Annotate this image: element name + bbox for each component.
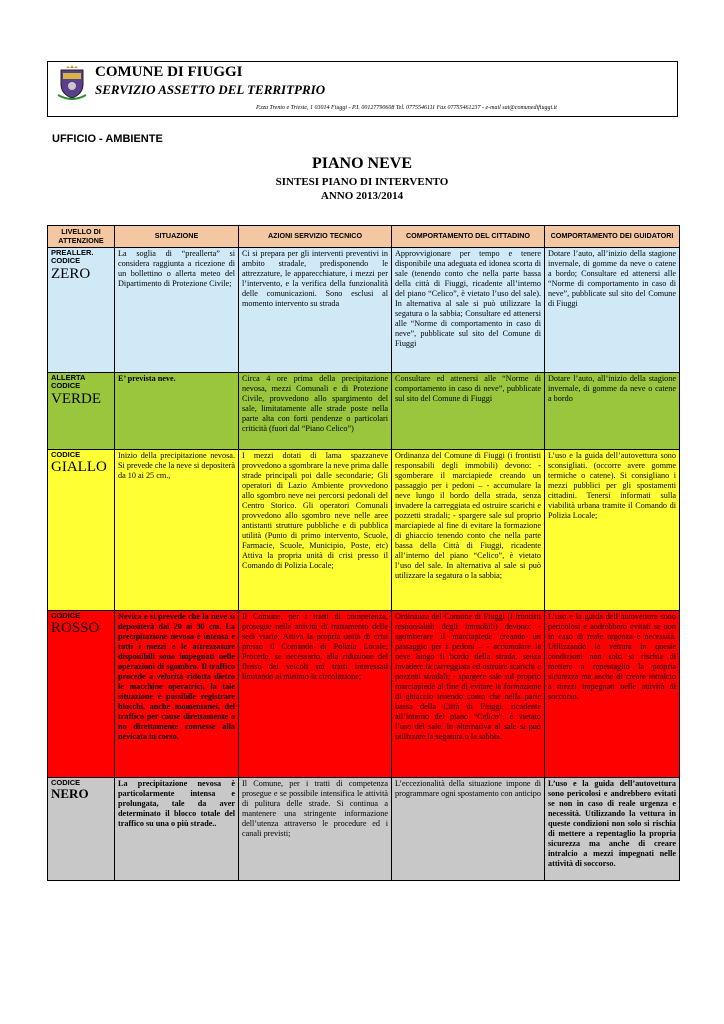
level-code: GIALLO (51, 459, 107, 476)
header-situation: SITUAZIONE (115, 226, 239, 248)
situation-cell: E’ prevista neve. (115, 373, 239, 450)
header-actions: AZIONI SERVIZIO TECNICO (239, 226, 392, 248)
situation-cell: Inizio della precipitazione nevosa. Si prevede che la neve si depositerà da 10 ai 25 cm., (115, 450, 239, 611)
situation-cell: La soglia di “preallerta” si considera raggiunta a ricezione di un bollettino o allerta meteo del Dipartimento di Protezione Civile; (115, 248, 239, 373)
drivers-cell: Dotare l’auto, all’inizio della stagione invernale, di gomme da neve o catene a bordo (545, 373, 680, 450)
citizen-cell: Ordinanza del Comune di Fiuggi (i frontisti responsabili degli immobili) devono: - sgomberare il marciapiede creando un passaggio per i pedoni – - accumulare la neve lungo il bordo della strada, senza invadere la carreggiata ed ostruire scarichi e pozzetti stradali; - spargere sale sul proprio marciapiede al fine di evitare la formazione di ghiaccio tenendo conto che nella parte bassa della Città di Fiuggi, ricadente all’interno del piano “Celico”, è vietato l’uso del sale. In alternativa al sale si può utilizzare la segatura o la sabbia; (392, 450, 545, 611)
level-small-label: CODICE (51, 778, 81, 787)
document-title: PIANO NEVE (311, 155, 412, 172)
level-small-label: CODICE (51, 611, 81, 620)
citizen-cell: L’eccezionalità della situazione impone di programmare ogni spostamento con anticipo (392, 778, 545, 881)
table-header-row (48, 226, 680, 248)
document-year: ANNO 2013/2014 (320, 190, 404, 202)
actions-cell: Il Comune, per i tratti di competenza prosegue e se possibile intensifica le attività di pulitura delle strade. Si continua a mantenere una stringente informazione dell’utenza attraverso le procedure ed i canali previsti; (239, 778, 392, 881)
department-name: SERVIZIO ASSETTO DEL TERRITPRIO (95, 82, 326, 97)
actions-cell: Ci si prepara per gli interventi preventivi in ambito stradale, predisponendo le attrezzature, le apparecchiature, i mezzi per l’intervento, e la verifica della funzionalità delle comunicazioni. Sono esclusi al momento intervento su strada (239, 248, 392, 373)
actions-cell: I mezzi dotati di lama spazzaneve provvedono a sgombrare la neve prima dalle strade principali poi dalle secondarie; Gli operatori di Lazio Ambiente provvedono allo sgombro neve nei percorsi pedonali del Centro Storico. Gli operatori Comunali provvedono allo sgombro neve nelle aree antistanti strutture pubbliche e di pubblica utilità (Punto di primo intervento, Scuole, Farmacie, Scuole, Municipio, Poste, etc) Attiva la propria unità di crisi presso il Comando di Polizia Locale; (239, 450, 392, 611)
header-drivers: COMPORTAMENTO DEI GUIDATORI (545, 226, 680, 248)
level-small-label: CODICE (51, 450, 81, 459)
level-cell (48, 373, 115, 450)
coat-of-arms-icon (54, 65, 90, 101)
town-name: COMUNE DI FIUGGI (95, 64, 243, 80)
header-citizen: COMPORTAMENTO DEL CITTADINO (392, 226, 545, 248)
level-code: VERDE (51, 390, 101, 407)
level-cell (48, 248, 115, 373)
level-cell (48, 611, 115, 778)
level-small-label: ALLERTA CODICE (51, 373, 86, 391)
header-level: LIVELLO DI ATTENZIONE (48, 226, 115, 248)
level-code: ZERO (51, 265, 91, 282)
actions-cell: Il Comune, per i tratti di competenza, prosegue nelle attività di trattamento delle sedi viarie; Attiva la propria unità di crisi presso il Comando di Polizia Locale; Procede, se necessario, alla riduzione del flusso dei veicoli sui tratti interessati limitando al minimo la circolazione; (239, 611, 392, 778)
level-code: ROSSO (51, 620, 100, 637)
level-small-label: PREALLER. CODICE (51, 248, 94, 266)
letterhead (47, 61, 678, 117)
level-cell (48, 450, 115, 611)
table-row-nero (48, 778, 680, 881)
table-row-verde (48, 373, 680, 450)
level-code: NERO (51, 786, 89, 802)
document-subtitle: SINTESI PIANO DI INTERVENTO (275, 176, 449, 188)
drivers-cell: Dotare l’auto, all’inizio della stagione invernale, di gomme da neve o catene a bordo; Consultare ed attenersi alle “Norme di comportamento in caso di neve”, pubblicate sul sito del Comune di Fiuggi (545, 248, 680, 373)
table-row-rosso (48, 611, 680, 778)
level-cell (48, 778, 115, 881)
citizen-cell: Ordinanza del Comune di Fiuggi (i frontisti responsabili degli immobili) devono: - sgomberare il marciapiede creando un passaggio per i pedoni – - accumulare la neve lungo il bordo della strada, senza invadere la carreggiata ed ostruire scarichi e pozzetti stradali; - spargere sale sul proprio marciapiede al fine di evitare la formazione di ghiaccio tenendo conto che nella parte bassa della Città di Fiuggi, ricadente all’interno del piano “Celico”, è vietato l’uso del sale. In alternativa al sale si può utilizzare la segatura o la sabbia. (392, 611, 545, 778)
contact-address: P.zza Trento e Trieste, 1 03014 Fiuggi - P.I. 00127790608 Tel. 0775546111 Fax 07755461237 - e-mail sat@comunedifiuggi.it (256, 105, 557, 111)
intervention-table (47, 225, 680, 881)
situation-cell: Nevica e si prevede che la neve si depositerà dai 20 ai 30 cm. La precipitazione nevosa è intensa e tutti i mezzi e le attrezzature disponibili sono impegnati nelle operazioni di sgombro. Il traffico procede a velocità ridotta dietro le macchine operatrici, la tale situazione è possibile registrare blocchi, anche momentanei, del traffico per cause direttamente o no direttamente connesse alla nevicata in corso. (115, 611, 239, 778)
drivers-cell: L’uso e la guida dell’autovettura sono pericolosi e andrebbero evitati se non in caso di reale urgenza e necessità. Utilizzando la vettura in queste condizioni non solo si rischia di mettere a repentaglio la propria sicurezza ma anche di creare intralcio a mezzi impegnati nelle attività di soccorso. (545, 611, 680, 778)
situation-cell: La precipitazione nevosa è particolarmente intensa e prolungata, tale da aver determinato il blocco totale del traffico su una o più strade.. (115, 778, 239, 881)
citizen-cell: Approvvigionare per tempo e tenere disponibile una adeguata ed idonea scorta di sale (tenendo conto che nella parte bassa della città di Fiuggi, ricadente all’interno del piano “Celico”, è vietato l’uso del sale). In alternativa al sale si può utilizzare la segatura o la sabbia; Consultare ed attenersi alle “Norme di comportamento in caso di neve”, pubblicate sul sito del Comune di Fiuggi (392, 248, 545, 373)
actions-cell: Circa 4 ore prima della precipitazione nevosa, mezzi Comunali e di Protezione Civile, provvedono allo spargimento del sale, limitatamente alle strade poste nella parte alta con forti pendenze o particolari criticità (fuori dal “Piano Celico”) (239, 373, 392, 450)
table-row-zero (48, 248, 680, 373)
table-row-giallo (48, 450, 680, 611)
drivers-cell: L’uso e la guida dell’autovettura sono sconsigliati. (occorre avere gomme termiche o catene). Si consigliano i mezzi pubblici per gli spostamenti cittadini. Tenersi informati sulla viabilità urbana tramite il Comando di Polizia Locale; (545, 450, 680, 611)
office-label: UFFICIO - AMBIENTE (52, 133, 163, 145)
drivers-cell: L’uso e la guida dell’autovettura sono pericolosi e andrebbero evitati se non in caso di reale urgenza e necessità. Utilizzando la vettura in queste condizioni non solo si rischia di mettere a repentaglio la propria sicurezza ma anche di creare intralcio a mezzi impegnati nelle attività di soccorso. (545, 778, 680, 881)
citizen-cell: Consultare ed attenersi alle “Norme di comportamento in caso di neve”, pubblicate sul sito del Comune di Fiuggi (392, 373, 545, 450)
